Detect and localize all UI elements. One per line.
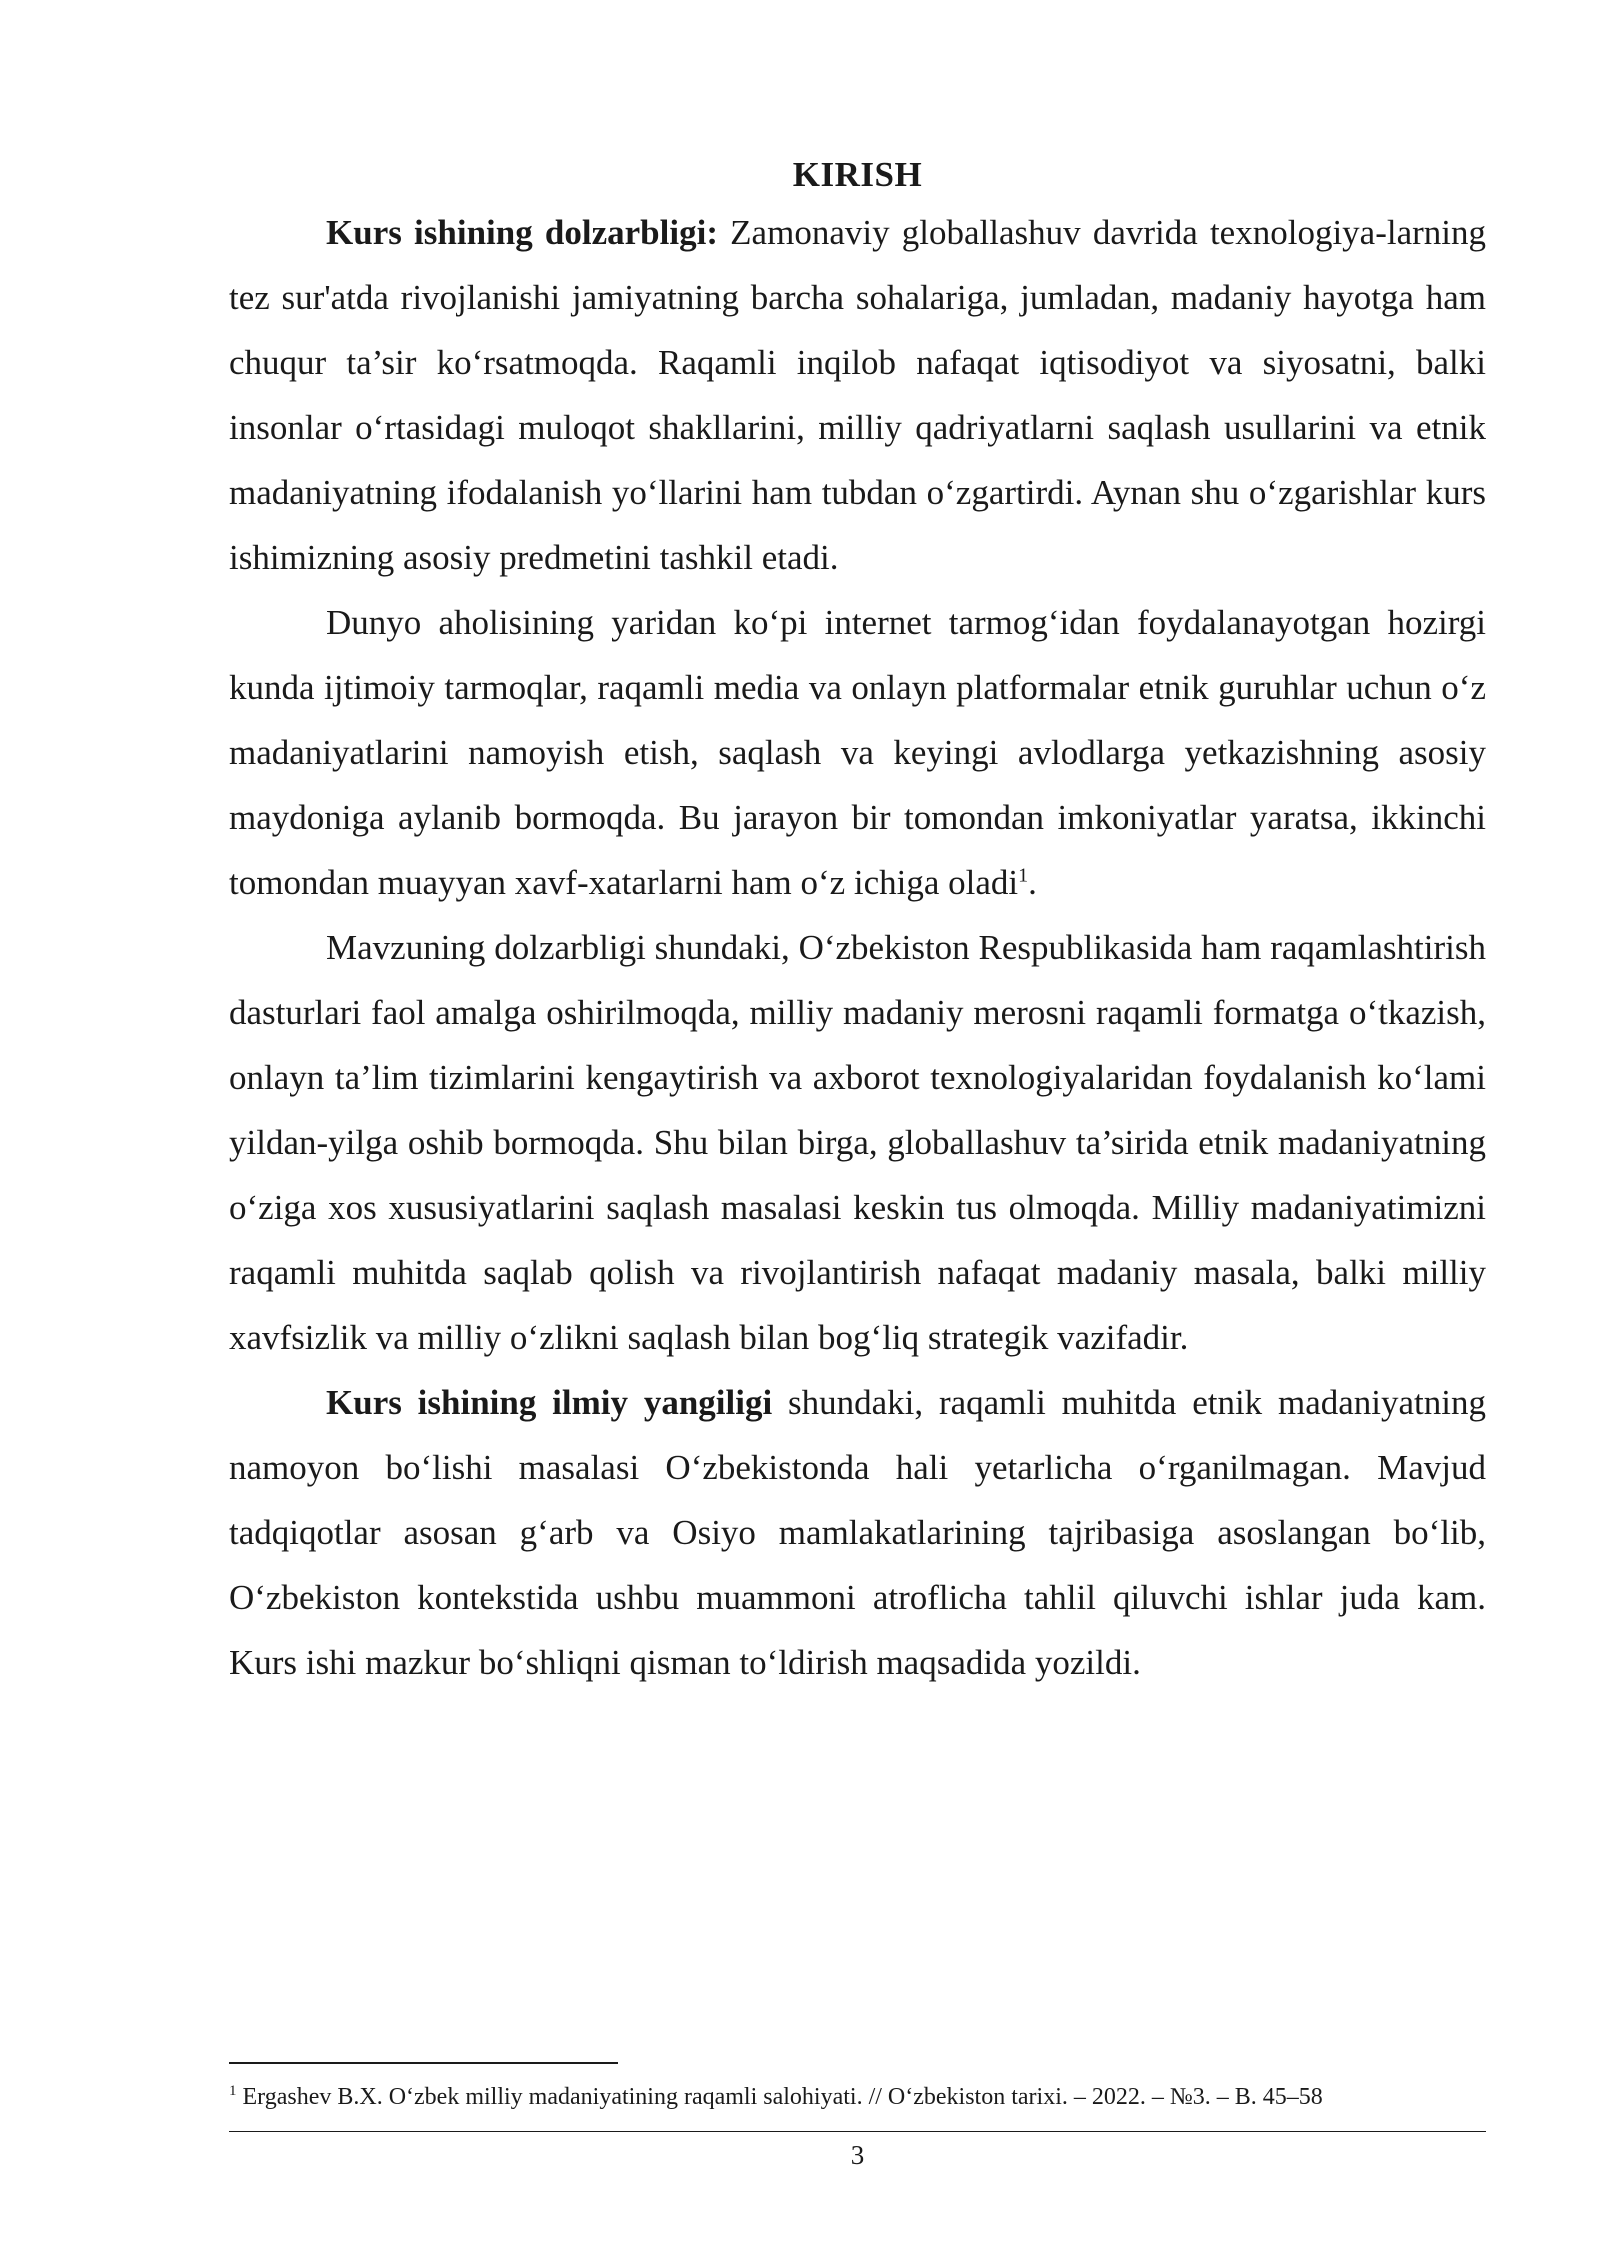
footnote-separator	[229, 2062, 618, 2064]
paragraph-topic-relevance	[229, 915, 1486, 1370]
footnote-marker: 1	[229, 2083, 237, 2099]
paragraph-text-topic-relevance: Mavzuning dolzarbligi shundaki, O‘zbekiston Respublikasida ham raqamlashtirish dasturlari faol amalga oshirilmoqda, milliy madaniy merosni raqamli formatga o‘tkazish, onlayn ta’lim tizimlarini kengaytirish va axborot texnologiyalaridan foydalanish ko‘lami yildan-yilga oshib bormoqda. Shu bilan birga, globallashuv ta’sirida etnik madaniyatning o‘ziga xos xususiyatlarini saqlash masalasi keskin tus olmoqda. Milliy madaniyatimizni raqamli muhitda saqlab qolish va rivojlantirish nafaqat madaniy masala, balki milliy xavfsizlik va milliy o‘zlikni saqlash bilan bog‘liq strategik vazifadir.	[229, 928, 1486, 1357]
footnote	[229, 2082, 1486, 2112]
page-number: 3	[850, 2140, 865, 2170]
footer-separator	[229, 2131, 1486, 2132]
paragraph-novelty	[229, 1370, 1486, 1695]
paragraph-text-relevance: Zamonaviy globallashuv davrida texnologiya-larning tez sur'atda rivojlanishi jamiyatning barcha sohalariga, jumladan, madaniy hayotga ham chuqur ta’sir ko‘rsatmoqda. Raqamli inqilob nafaqat iqtisodiyot va siyosatni, balki insonlar o‘rtasidagi muloqot shakllarini, milliy qadriyatlarni saqlash usullarini va etnik madaniyatning ifodalanish yo‘llarini ham tubdan o‘zgartirdi. Aynan shu o‘zgarishlar kurs ishimizning asosiy predmetini tashkil etadi.	[229, 213, 1486, 577]
footnote-reference[interactable]: 1	[1018, 864, 1029, 887]
paragraph-lead-relevance: Kurs ishining dolzarbligi:	[326, 213, 718, 252]
paragraph-internet	[229, 590, 1486, 915]
document-page	[229, 150, 1486, 1695]
paragraph-text-novelty: shundaki, raqamli muhitda etnik madaniyatning namoyon bo‘lishi masalasi O‘zbekistonda hali yetarlicha o‘rganilmagan. Mavjud tadqiqotlar asosan g‘arb va Osiyo mamlakatlarining tajribasiga asoslangan bo‘lib, O‘zbekiston kontekstida ushbu muammoni atroflicha tahlil qiluvchi ishlar juda kam. Kurs ishi mazkur bo‘shliqni qisman to‘ldirish maqsadida yozildi.	[229, 1383, 1486, 1682]
paragraph-relevance	[229, 200, 1486, 590]
section-heading: KIRISH	[792, 155, 923, 194]
paragraph-tail-internet: .	[1028, 863, 1037, 902]
footnote-text: Ergashev B.X. O‘zbek milliy madaniyatining raqamli salohiyati. // O‘zbekiston tarixi. – 2022. – №3. – B. 45–58	[236, 2084, 1323, 2110]
paragraph-lead-novelty: Kurs ishining ilmiy yangiligi	[326, 1383, 773, 1422]
paragraph-text-internet: Dunyo aholisining yaridan ko‘pi internet tarmog‘idan foydalanayotgan hozirgi kunda ijtimoiy tarmoqlar, raqamli media va onlayn platformalar etnik guruhlar uchun o‘z madaniyatlarini namoyish etish, saqlash va keyingi avlodlarga yetkazishning asosiy maydoniga aylanib bormoqda. Bu jarayon bir tomondan imkoniyatlar yaratsa, ikkinchi tomondan muayyan xavf-xatarlarni ham o‘z ichiga oladi	[229, 603, 1486, 902]
